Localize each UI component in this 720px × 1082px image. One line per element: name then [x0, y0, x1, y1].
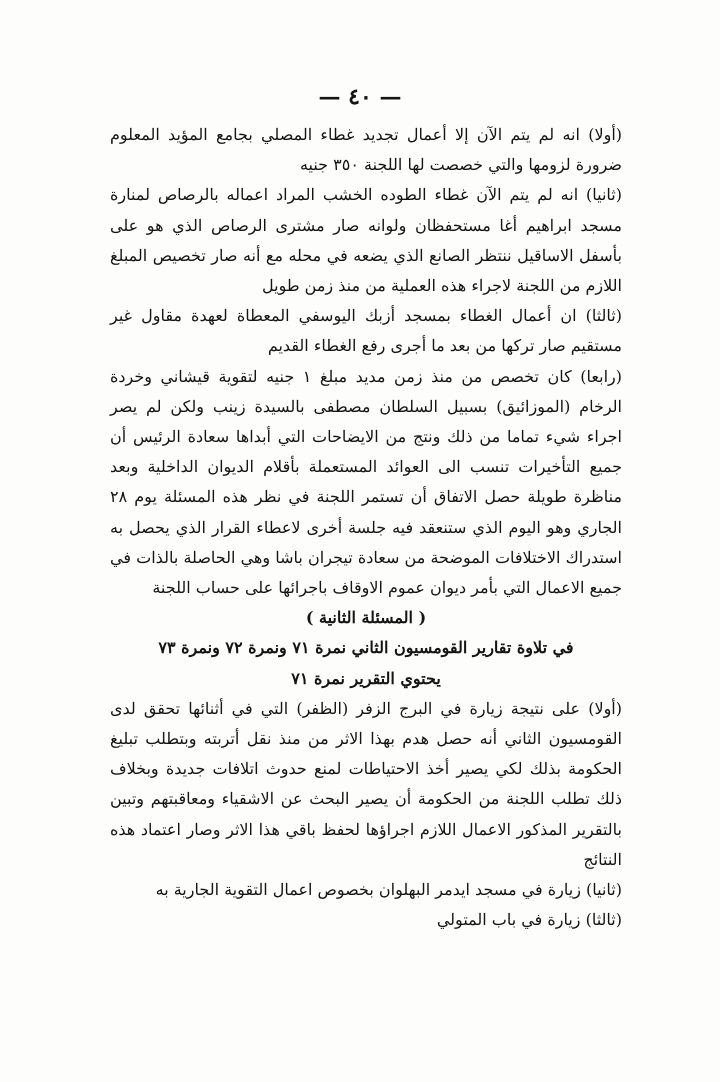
- report-title: يحتوي التقرير نمرة ٧١: [291, 668, 441, 688]
- report-item-third: (ثالثا) زيارة في باب المتولي: [436, 910, 622, 930]
- page-number: — ٤٠ —: [318, 84, 402, 110]
- paragraph-third: (ثالثا) ان أعمال الغطاء بمسجد أزبك اليوسفي المعطاة لعهدة مقاول غير مستقيم صار تركها من بعد ما أجرى رفع الغطاء القديم: [110, 306, 622, 356]
- paragraph-second: (ثانيا) انه لم يتم الآن غطاء الطوده الخشب المراد اعماله بالرصاص لمنارة مسجد ابراهيم أغا مستحفظان ولوانه صار مشترى الرصاص الذي هو على بأسفل الاساقيل ننتظر الصانع الذي يضعه في محله مع أنه صار تخصيص المبلغ اللازم من اللجنة لاجراء هذه العملية من منذ زمن طويل: [110, 185, 622, 296]
- section-title: ( المسئلة الثانية ): [305, 608, 427, 628]
- report-item-second: (ثانيا) زيارة في مسجد ايدمر البهلوان بخصوص اعمال التقوية الجارية به: [155, 880, 622, 900]
- section-subtitle: في تلاوة تقارير القومسيون الثاني نمرة ٧١ ونمرة ٧٢ ونمرة ٧٣: [158, 638, 574, 658]
- report-item-first: (أولا) على نتيجة زيارة في البرج الزفر (الظفر) التي في أثنائها تحقق لدى القومسيون الثاني أنه حصل هدم بهذا الاثر من منذ نقل أتربته وبتطلب تبليغ الحكومة بذلك لكي يصير أخذ الاحتياطات لمنع حدوث اتلافات جديدة وبخلاف ذلك تطلب اللجنة من الحكومة أن يصير البحث عن الاشقياء ومعاقبتهم وتبين بالتقرير المذكور الاعمال اللازم اجراؤها لحفظ باقي هذا الاثر وصار اعتماد هذه النتائج: [110, 698, 622, 869]
- paragraph-fourth: (رابعا) كان تخصص من منذ زمن مديد مبلغ ١ جنيه لتقوية قيشاني وخردة الرخام (الموزائيق) بسبيل السلطان مصطفى بالسيدة زينب ولكن لم يصر اجراء شيء تماما من ذلك ونتج من الايضاحات التي أبداها سعادة الرئيس أن جميع التأخيرات تنسب الى العوائد المستعملة بأقلام الديوان الداخلية وبعد مناظرة طويلة حصل الاتفاق أن تستمر اللجنة في نظر هذه المسئلة يوم ٢٨ الجاري وهو اليوم الذي ستنعقد فيه جلسة أخرى لاعطاء القرار الذي يحصل به استدراك الاختلافات الموضحة من سعادة تيجران باشا وهي الحاصلة بالذات في جميع الاعمال التي بأمر ديوان عموم الاوقاف باجرائها على حساب اللجنة: [110, 366, 622, 598]
- paragraph-first: (أولا) انه لم يتم الآن إلا أعمال تجديد غطاء المصلي بجامع المؤيد المعلوم ضرورة لزومها والتي خصصت لها اللجنة ٣٥٠ جنيه: [110, 125, 622, 175]
- document-body: [110, 120, 622, 935]
